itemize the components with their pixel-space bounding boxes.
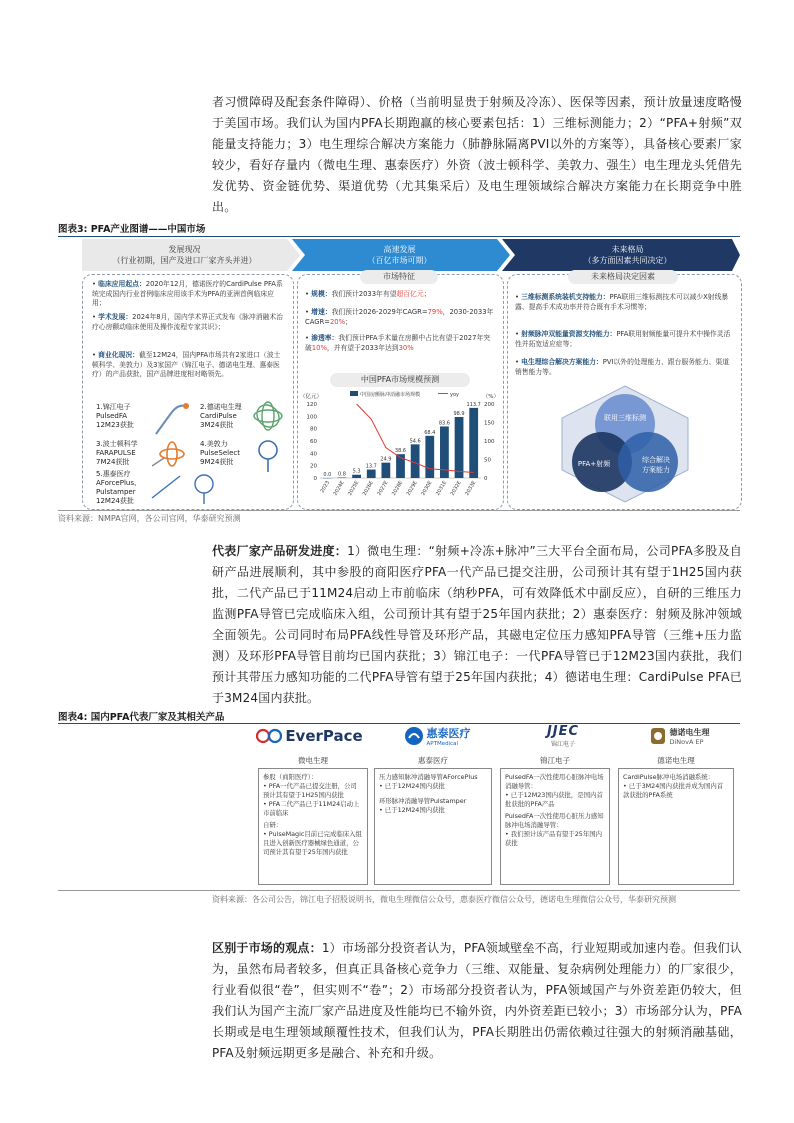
figure4-source: 资料来源：各公司公告，锦江电子招股说明书，微电生理微信公众号，惠泰医疗微信公众号，德诺电生理微信公众号，华泰研究预测 — [212, 895, 676, 904]
stage2-sub: （百亿市场可期） — [367, 256, 432, 265]
legend-label-yoy: yoy — [450, 392, 459, 398]
bar-label-2025E: 5.3 — [352, 468, 361, 475]
venn-label-top: 联用三维标测 — [604, 414, 646, 422]
y-left-tick-2: 40 — [310, 451, 317, 458]
col1-line-4: 自研： — [263, 821, 283, 829]
middle-b1-highlight: 超百亿元 — [396, 290, 424, 298]
bar-2030E — [425, 436, 434, 478]
bar-2027E — [381, 463, 390, 478]
col3-line-3: PulsedFA一次性使用心脏压力感知脉冲电场消融导管： — [505, 812, 604, 829]
col2-line-2: • 已于12M24国内获批 — [379, 782, 445, 790]
product-1-catheter-image — [152, 400, 192, 436]
logo-jjec — [504, 722, 622, 750]
right-bullet-3: • 电生理综合解决方案能力：PVI以外的处理能力、跟台服务能力、渠道销售能力等。 — [515, 358, 730, 376]
product-5-company: 惠泰医疗 — [102, 470, 131, 478]
middle-b2-text: 我们预计2026-2029年CAGR= — [331, 308, 428, 316]
bar-label-2027E: 24.9 — [380, 456, 392, 463]
right-bullet-1: • 三维标测系统装机支持能力：PFA联用三维标测技术可以减少X射线暴露、提高手术成功率并符合既有手术习惯等； — [515, 293, 729, 311]
x-tick-2033E: 2033E — [464, 480, 478, 497]
venn-label-right-2: 方案能力 — [642, 466, 670, 474]
y-axis-right-unit: （%） — [482, 394, 499, 400]
col1-line-5: • PulseMagic目前已完成临床入组且进入创新医疗器械绿色通道，公司预计其有望于25年国内获批 — [263, 830, 362, 856]
left-b2-head: 学术发展： — [98, 313, 133, 321]
product-2-company: 德诺电生理 — [206, 403, 242, 411]
product-3-model: FARAPULSE — [96, 449, 136, 457]
product-4-model: PulseSelect — [200, 449, 241, 457]
stage2-title: 高速发展 — [383, 245, 416, 254]
product-4: 4.美敦力 PulseSelect 9M24获批 — [200, 440, 241, 466]
left-bullet-2: • 学术发展：2024年8月，国内学术界正式发布《脉冲消融术治疗心房颤动临床使用及操作流程专家共识》； — [92, 313, 283, 331]
left-b1-text: 2020年12月，德诺医疗的CardiPulse PFA系统完成国内行业首例临床应用该手术为PFA的亚洲首例临床应用； — [92, 280, 283, 307]
col3-line-1: PulsedFA一次性使用心脏脉冲电场消融导管： — [505, 773, 604, 790]
stage1-label — [82, 240, 287, 270]
apt-logo-en: APTMedical — [426, 741, 459, 747]
x-tick-2029E: 2029E — [405, 480, 419, 497]
figure3-source: 资料来源：NMPA官网，各公司官网，华泰研究预测 — [58, 514, 241, 523]
y-axis-left-unit: （亿元） — [300, 394, 323, 400]
product-3: 3.波士顿科学 FARAPULSE 7M24获批 — [96, 440, 138, 466]
venn-label-left: PFA+射频 — [577, 460, 611, 468]
middle-b3-head: 渗透率： — [311, 334, 339, 342]
jjec-logo-text: JJEC — [546, 724, 580, 739]
factor-venn-diagram — [540, 382, 710, 504]
apt-logo-icon — [404, 726, 424, 746]
y-left-tick-0: 0 — [313, 476, 317, 482]
x-tick-2028E: 2028E — [391, 480, 405, 497]
bar-label-2029E: 54.6 — [409, 438, 421, 445]
product-2: 2.德诺电生理 CardiPulse 3M24获批 — [200, 403, 242, 429]
bar-2032E — [455, 417, 464, 478]
stage2-label — [297, 240, 502, 270]
product-5: 5.惠泰医疗 AForcePlus、Pulstamper 12M24获批 — [96, 470, 154, 506]
product-3-catheter-image — [152, 436, 192, 472]
chart-title: 中国PFA市场规模预测 — [330, 373, 470, 387]
left-bullet-1: • 临床应用起点：2020年12月，德诺医疗的CardiPulse PFA系统完成国内行业首例临床应用该手术为PFA的亚洲首例临床应用； — [92, 280, 283, 307]
bar-label-2028E: 38.6 — [394, 448, 407, 455]
stage3-title: 未来格局 — [611, 245, 644, 254]
x-tick-2024E: 2024E — [332, 480, 346, 497]
middle-b3-highlight-2: 30% — [398, 343, 414, 352]
y-left-tick-6: 120 — [306, 402, 317, 408]
y-right-tick-2: 100 — [484, 439, 495, 445]
logo-everpace — [250, 722, 368, 750]
bar-label-2030E: 68.4 — [424, 429, 436, 436]
jjec-logo-cn: 锦江电子 — [550, 741, 575, 748]
x-tick-2027E: 2027E — [376, 480, 390, 497]
product-5-date: 12M24获批 — [96, 497, 134, 505]
venn-label-right-1: 综合解决 — [642, 456, 670, 464]
apt-logo-cn: 惠泰医疗 — [426, 727, 471, 740]
col1-line-2: • PFA一代产品已提交注册，公司预计其有望于1H25国内获批 — [263, 782, 357, 799]
product-5-catheter-image — [150, 468, 230, 506]
product-progress-paragraph — [212, 541, 742, 709]
y-right-tick-0: 0 — [484, 476, 488, 482]
x-tick-2031E: 2031E — [434, 480, 449, 497]
middle-header: 市场特征 — [360, 270, 438, 284]
stage3-label — [515, 240, 740, 270]
col1-line-3: • PFA二代产品已于11M24启动上市前临床 — [263, 800, 360, 817]
stage3-sub: （多方面因素共同决定） — [583, 256, 672, 265]
col2-line-3: 环形脉冲消融导管Pulstamper — [379, 797, 467, 805]
bar-label-2024E: 0.8 — [337, 471, 346, 478]
col3-line-2: • 已于12M23国内获批，是国内首批获批的PFA产品 — [505, 791, 603, 808]
middle-b2-highlight: 79% — [427, 308, 443, 316]
product-2-date: 3M24获批 — [200, 421, 234, 429]
y-right-tick-1: 50 — [484, 457, 491, 464]
x-tick-2023: 2023 — [319, 480, 332, 495]
y-left-tick-1: 20 — [310, 463, 317, 470]
legend-swatch-bar — [350, 391, 358, 396]
y-left-tick-3: 60 — [310, 439, 317, 445]
figure3-top-rule — [58, 236, 740, 237]
column-head-microport: 微电生理 — [298, 756, 328, 765]
middle-b2-head: 增速： — [311, 308, 332, 316]
right-header: 未来格局决定因素 — [568, 270, 678, 284]
middle-bullet-1: • 规模：我们预计2033年有望超百亿元； — [305, 290, 431, 298]
bar-label-2033E: 113.7 — [466, 401, 481, 408]
right-b3-text: PVI以外的处理能力、跟台服务能力、渠道销售能力等。 — [515, 358, 730, 376]
left-b1-head: 临床应用起点： — [98, 280, 146, 288]
bar-label-2023: 0.0 — [323, 472, 332, 478]
column-jjec — [500, 768, 610, 885]
left-bullet-3: • 商业化现况：截至12M24，国内PFA市场共有2家进口（波士顿科学、美敦力）及3家国产（锦江电子、德诺电生理、惠泰医疗）的产品获批，国产品牌进度相对略领先。 — [92, 351, 281, 378]
dinova-logo-icon — [649, 726, 667, 746]
product-1-company: 锦江电子 — [102, 403, 131, 411]
col1-line-1: 参股（商阳医疗）： — [263, 773, 318, 781]
col3-line-4: • 我们预计该产品有望于25年国内获批 — [505, 830, 603, 847]
y-right-tick-3: 150 — [484, 420, 495, 427]
stage1-sub: （行业初期，国产及进口厂家齐头并进） — [112, 256, 257, 265]
middle-b1-head: 规模： — [311, 290, 332, 298]
right-b3-head: 电生理综合解决方案能力： — [521, 358, 603, 366]
middle-b2-highlight-2: 20% — [329, 317, 346, 326]
pfa-market-chart — [298, 388, 501, 506]
col2-line-1: 压力感知脉冲消融导管AForcePlus — [379, 773, 478, 781]
stage1-title: 发展现况 — [168, 245, 201, 254]
product-4-catheter-image — [250, 436, 286, 472]
figure4-title: 图表4: 国内PFA代表厂家及其相关产品 — [58, 712, 225, 723]
product-4-date: 9M24获批 — [200, 458, 234, 466]
column-head-jjec: 锦江电子 — [540, 756, 570, 765]
column-microport — [258, 768, 368, 885]
bar-2025E — [352, 475, 361, 478]
intro-text: 者习惯障碍及配套条件障碍）、价格（当前明显贵于射频及冷冻）、医保等因素，预计放量速度略慢于美国市场。我们认为国内PFA长期跑赢的核心要素包括：1）三维标测能力；2）“PFA+射频”双能量支持能力；3）电生理综合解决方案能力（肺静脉隔离PVI以外的方案等），具备核心要素厂家较少，看好存量内（微电生理、惠泰医疗）外资（波士顿科学、美敦力、强生）电生理龙头凭借先发优势、资金链优势、渠道优势（尤其集采后）及电生理领域综合解决方案能力在长期竞争中胜出。 — [212, 95, 742, 214]
logo-dinova — [620, 722, 738, 750]
x-tick-2026E: 2026E — [361, 480, 375, 497]
right-b2-text: PFA联用射频能量可提升术中操作灵活性并拓宽适应症等； — [515, 330, 731, 348]
product-1: 1.锦江电子 PulsedFA 12M23获批 — [96, 403, 134, 429]
x-tick-2030E: 2030E — [420, 480, 434, 497]
middle-bullet-2: • 增速：我们预计2026-2029年CAGR=79%，2030-2033年CAGR=20%； — [305, 308, 494, 326]
column-dinova — [618, 768, 734, 885]
bar-label-2026E: 13.7 — [365, 463, 377, 470]
product-1-date: 12M23获批 — [96, 421, 134, 429]
middle-b1-text: 我们预计2033年有望 — [331, 290, 397, 298]
product-3-company: 波士顿科学 — [102, 440, 138, 448]
bar-label-2031E: 83.6 — [438, 420, 450, 427]
product-2-model: CardiPulse — [200, 412, 237, 420]
bar-2029E — [411, 444, 420, 478]
dinova-logo-cn: 德诺电生理 — [669, 727, 710, 737]
left-b3-text: 截至12M24，国内PFA市场共有2家进口（波士顿科学、美敦力）及3家国产（锦江电子、德诺电生理、惠泰医疗）的产品获批，国产品牌进度相对略领先。 — [92, 351, 281, 378]
col4-line-1: CardiPulse脉冲电场消融系统： — [623, 773, 715, 781]
right-bullet-2: • 射频脉冲双能量资源支持能力：PFA联用射频能量可提升术中操作灵活性并拓宽适应症等； — [515, 330, 731, 348]
col4-line-2: • 已于3M24国内获批并成为国内首款获批的PFA系统 — [623, 782, 724, 799]
y-left-tick-5: 100 — [306, 414, 317, 421]
bar-label-2032E: 98.9 — [453, 411, 465, 418]
product-2-catheter-image — [250, 398, 286, 434]
differentiated-view-paragraph — [212, 938, 742, 1064]
intro-paragraph — [212, 92, 742, 218]
x-tick-2025E: 2025E — [347, 480, 361, 497]
y-right-tick-4: 200 — [484, 402, 495, 408]
middle-b3-highlight: 10% — [311, 343, 327, 352]
middle-bullet-3: • 渗透率：我们预计PFA手术量在房颤中占比有望于2027年突破10%，并有望于2033年达到30% — [305, 334, 491, 352]
figure3-title: 图表3: PFA产业图谱——中国市场 — [58, 224, 206, 235]
right-b1-head: 三维标测系统装机支持能力： — [521, 293, 610, 301]
column-apt — [374, 768, 492, 885]
x-tick-2032E: 2032E — [449, 480, 463, 497]
product-progress-heading: 代表厂家产品研发进度： — [212, 544, 348, 558]
right-b2-head: 射频脉冲双能量资源支持能力： — [521, 330, 617, 338]
bar-2026E — [367, 470, 376, 478]
left-b3-head: 商业化现况： — [98, 351, 139, 359]
y-left-tick-4: 80 — [310, 426, 317, 433]
middle-b3-text: 我们预计PFA手术量在房颤中占比有望于2027年突破 — [305, 334, 491, 352]
bar-2033E — [469, 408, 478, 478]
figure3-bottom-rule — [58, 510, 740, 511]
right-b1-text: PFA联用三维标测技术可以减少X射线暴露、提高手术成功率并符合既有手术习惯等； — [515, 293, 729, 311]
product-1-model: PulsedFA — [96, 412, 128, 420]
dinova-logo-en: DiNovA EP — [669, 737, 704, 746]
product-progress-text: 1）微电生理：“射频+冷冻+脉冲”三大平台全面布局，公司PFA多股及自研产品进展顺利，其中参股的商阳医疗PFA一代产品已提交注册，公司预计其有望于1H25国内获批，二代产品已于11M24启动上市前临床（纳秒PFA，可有效降低术中副反应），自研的三维压力监测PFA导管已完成临床入组，公司预计其有望于25年国内获批；2）惠泰医疗：射频及脉冲领域全面领先。公司同时布局PFA线性导管及环形产品，其磁电定位压力感知PFA导管（三维+压力监测）及环形PFA导管目前均已国内获批；3）锦江电子：一代PFA导管已于12M23国内获批，我们预计其带压力感知功能的二代PFA导管有望于25年国内获批；4）德诺电生理：CardiPulse PFA已于3M24国内获批。 — [212, 544, 742, 705]
differentiated-view-text: 1）市场部分投资者认为，PFA领域壁垒不高，行业短期或加速内卷。但我们认为，虽然布局者较多，但真正具备核心竞争力（三维、双能量、复杂病例处理能力）的厂家很少，行业看似很“卷”，但实则不“卷”；2）市场部分投资者认为，PFA领域国产与外资差距仍较大，但我们认为国产主流厂家产品进度及性能均已不输外资，内外资差距已较小；3）市场部分认为，PFA长期或是电生理领域颠覆性技术，但我们认为，PFA长期胜出仍需依赖过往强大的射频消融基础，PFA及射频远期更多是融合、补充和升级。 — [212, 941, 742, 1060]
product-3-date: 7M24获批 — [96, 458, 130, 466]
product-5-model: AForcePlus、Pulstamper — [96, 479, 141, 496]
logo-apt — [378, 722, 496, 750]
column-head-apt: 惠泰医疗 — [418, 756, 448, 765]
col2-line-4: • 已于12M24国内获批 — [379, 806, 445, 814]
column-head-dinova: 德诺电生理 — [657, 756, 695, 765]
figure4-bottom-rule — [58, 890, 740, 891]
differentiated-view-heading: 区别于市场的观点： — [212, 941, 322, 955]
everpace-logo-text: EverPace — [285, 727, 363, 745]
everpace-logo-icon — [255, 728, 285, 744]
product-4-company: 美敦力 — [206, 440, 228, 448]
legend-label-bar: 中国房颤脉冲消融市场规模 — [360, 392, 421, 398]
left-b2-text: 2024年8月，国内学术界正式发布《脉冲消融术治疗心房颤动临床使用及操作流程专家共识》； — [92, 313, 283, 331]
